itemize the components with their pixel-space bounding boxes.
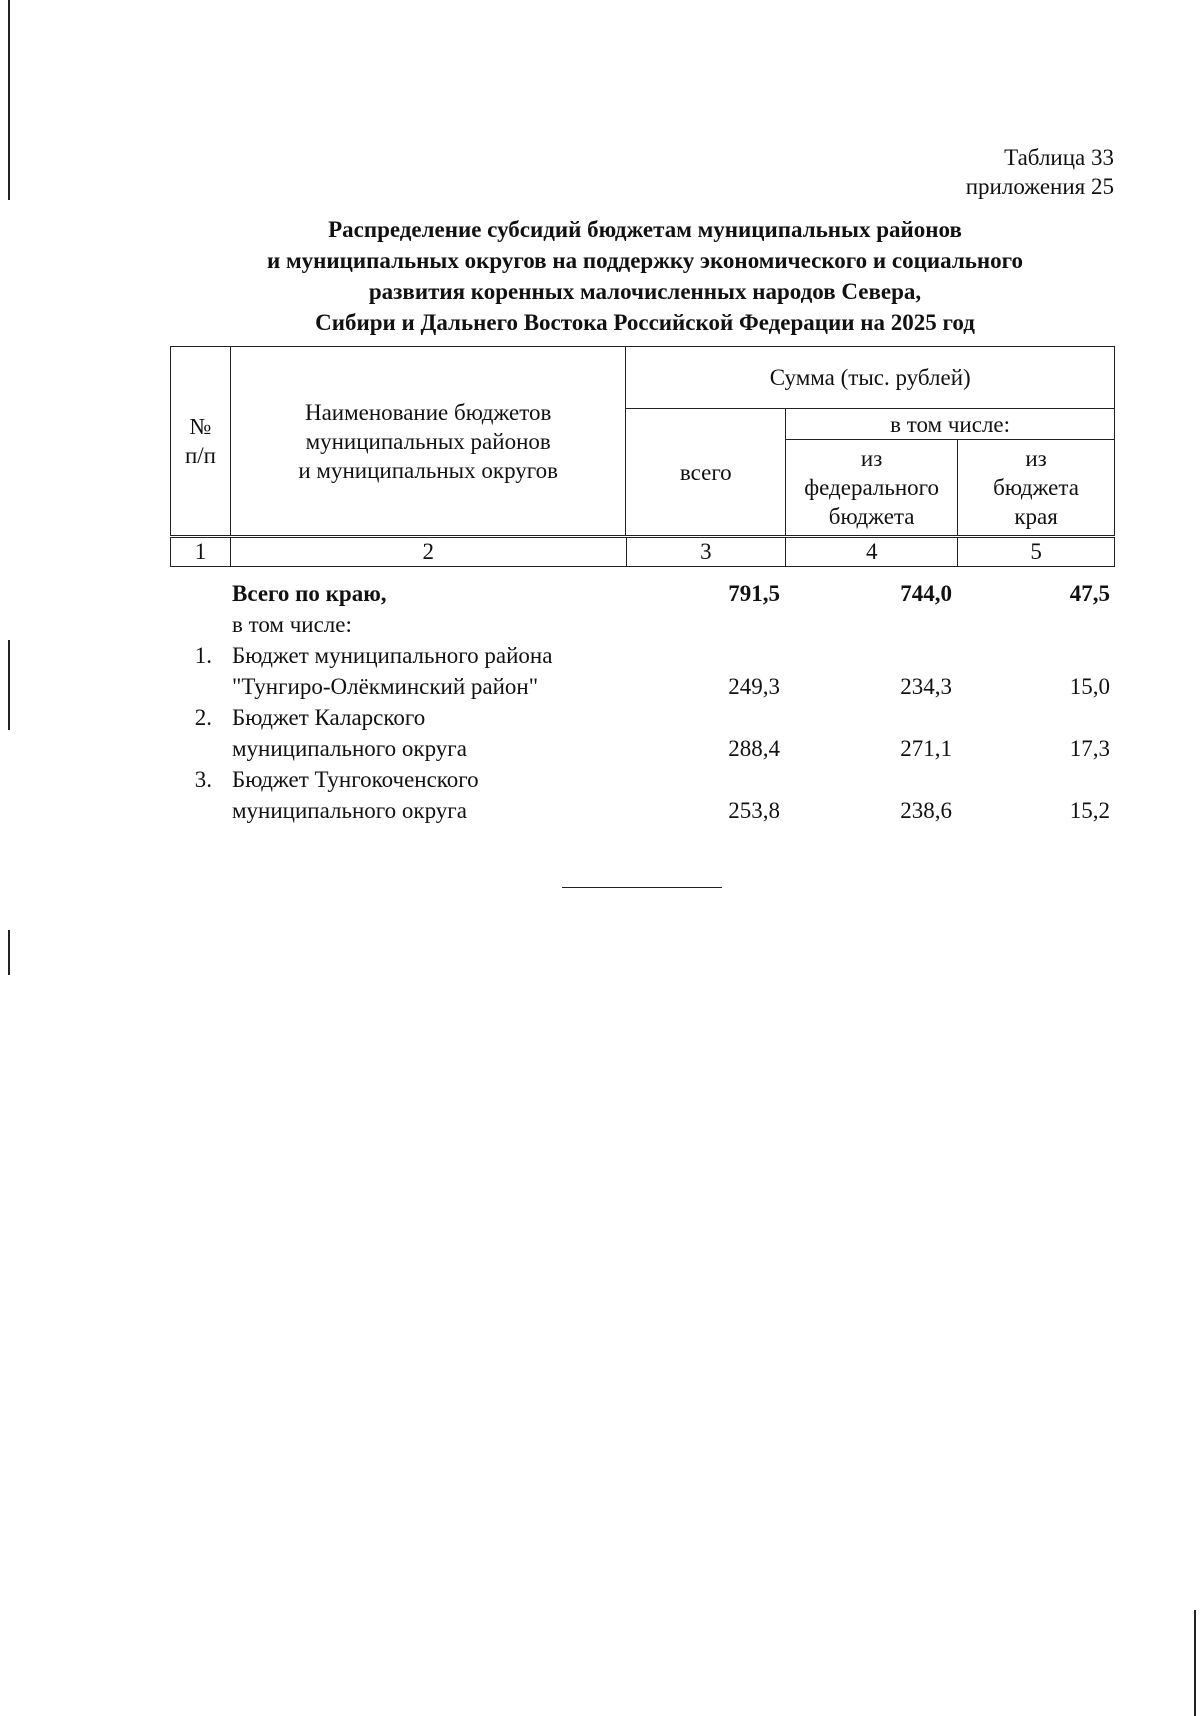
title-line: развития коренных малочисленных народов Севера,	[368, 279, 922, 304]
column-number: 1	[171, 538, 231, 567]
title-line: и муниципальных округов на поддержку экономического и социального	[266, 248, 1024, 273]
row-name-line: муниципального округа	[232, 736, 467, 761]
header-regional-line: края	[1014, 504, 1058, 529]
including-row	[170, 609, 1115, 640]
header-federal-line: федерального	[804, 475, 940, 500]
row-name-line: муниципального округа	[232, 798, 467, 823]
row-federal-value: 238,6	[900, 798, 952, 823]
header-name-line: Наименование бюджетов	[304, 399, 552, 425]
row-number: 2.	[194, 705, 212, 730]
row-name	[232, 702, 642, 764]
title-line: Сибири и Дальнего Востока Российской Федерации на 2025 год	[315, 310, 975, 335]
total-value: 791,5	[728, 581, 780, 606]
title-line: Распределение субсидий бюджетам муниципальных районов	[328, 217, 962, 242]
scan-edge-mark	[8, 0, 10, 200]
table-row	[170, 702, 1115, 764]
row-federal-value: 234,3	[900, 674, 952, 699]
header-num-cell	[171, 347, 231, 536]
table-body	[170, 578, 1115, 826]
header-federal-line: из	[860, 446, 883, 471]
row-number: 1.	[194, 643, 212, 668]
scan-edge-mark	[1194, 1610, 1196, 1716]
row-name	[232, 764, 642, 826]
row-name-line: Бюджет муниципального района	[232, 643, 553, 668]
header-regional-line: из	[1025, 446, 1047, 471]
total-federal-value: 744,0	[900, 581, 952, 606]
total-regional-value: 47,5	[1069, 581, 1110, 606]
column-number: 4	[786, 538, 958, 567]
scan-edge-mark	[8, 640, 10, 730]
table-row	[170, 764, 1115, 826]
row-total-value: 288,4	[728, 736, 780, 761]
row-name-line: "Тунгиро-Олёкминский район"	[232, 674, 539, 699]
appendix-number: приложения 25	[965, 174, 1114, 199]
row-federal-value: 271,1	[900, 736, 952, 761]
column-number: 3	[626, 538, 786, 567]
including-label: в том числе:	[232, 612, 352, 637]
row-name	[232, 640, 642, 702]
header-federal-cell	[786, 440, 958, 536]
row-name-line: Бюджет Тунгокоченского	[232, 767, 479, 792]
document-title	[170, 214, 1120, 338]
table-header	[170, 346, 1115, 536]
table-reference	[966, 143, 1114, 201]
row-regional-value: 17,3	[1069, 736, 1110, 761]
end-divider	[562, 887, 722, 888]
row-total-value: 253,8	[728, 798, 780, 823]
row-number: 3.	[194, 767, 212, 792]
header-sum-cell: Сумма (тыс. рублей)	[626, 347, 1115, 409]
header-including-cell: в том числе:	[786, 409, 1115, 440]
total-label: Всего по краю,	[232, 581, 387, 606]
row-name-line: Бюджет Каларского	[232, 705, 426, 730]
header-name-cell	[230, 347, 625, 536]
row-total-value: 249,3	[728, 674, 780, 699]
row-regional-value: 15,2	[1069, 798, 1110, 823]
column-number: 5	[958, 538, 1115, 567]
header-regional-cell	[958, 440, 1115, 536]
column-number-row	[170, 537, 1115, 567]
header-name-line: и муниципальных округов	[298, 457, 558, 483]
scan-edge-mark	[8, 930, 10, 975]
column-number: 2	[230, 538, 626, 567]
header-regional-line: бюджета	[993, 475, 1079, 500]
header-num-abbr: п/п	[184, 443, 216, 468]
table-row	[170, 640, 1115, 702]
table-number: Таблица 33	[1004, 145, 1114, 170]
total-row	[170, 578, 1115, 609]
row-regional-value: 15,0	[1069, 674, 1110, 699]
header-name-line: муниципальных районов	[305, 428, 551, 454]
header-total-cell: всего	[626, 409, 786, 536]
header-num-symbol: №	[189, 414, 212, 439]
header-federal-line: бюджета	[828, 504, 915, 529]
